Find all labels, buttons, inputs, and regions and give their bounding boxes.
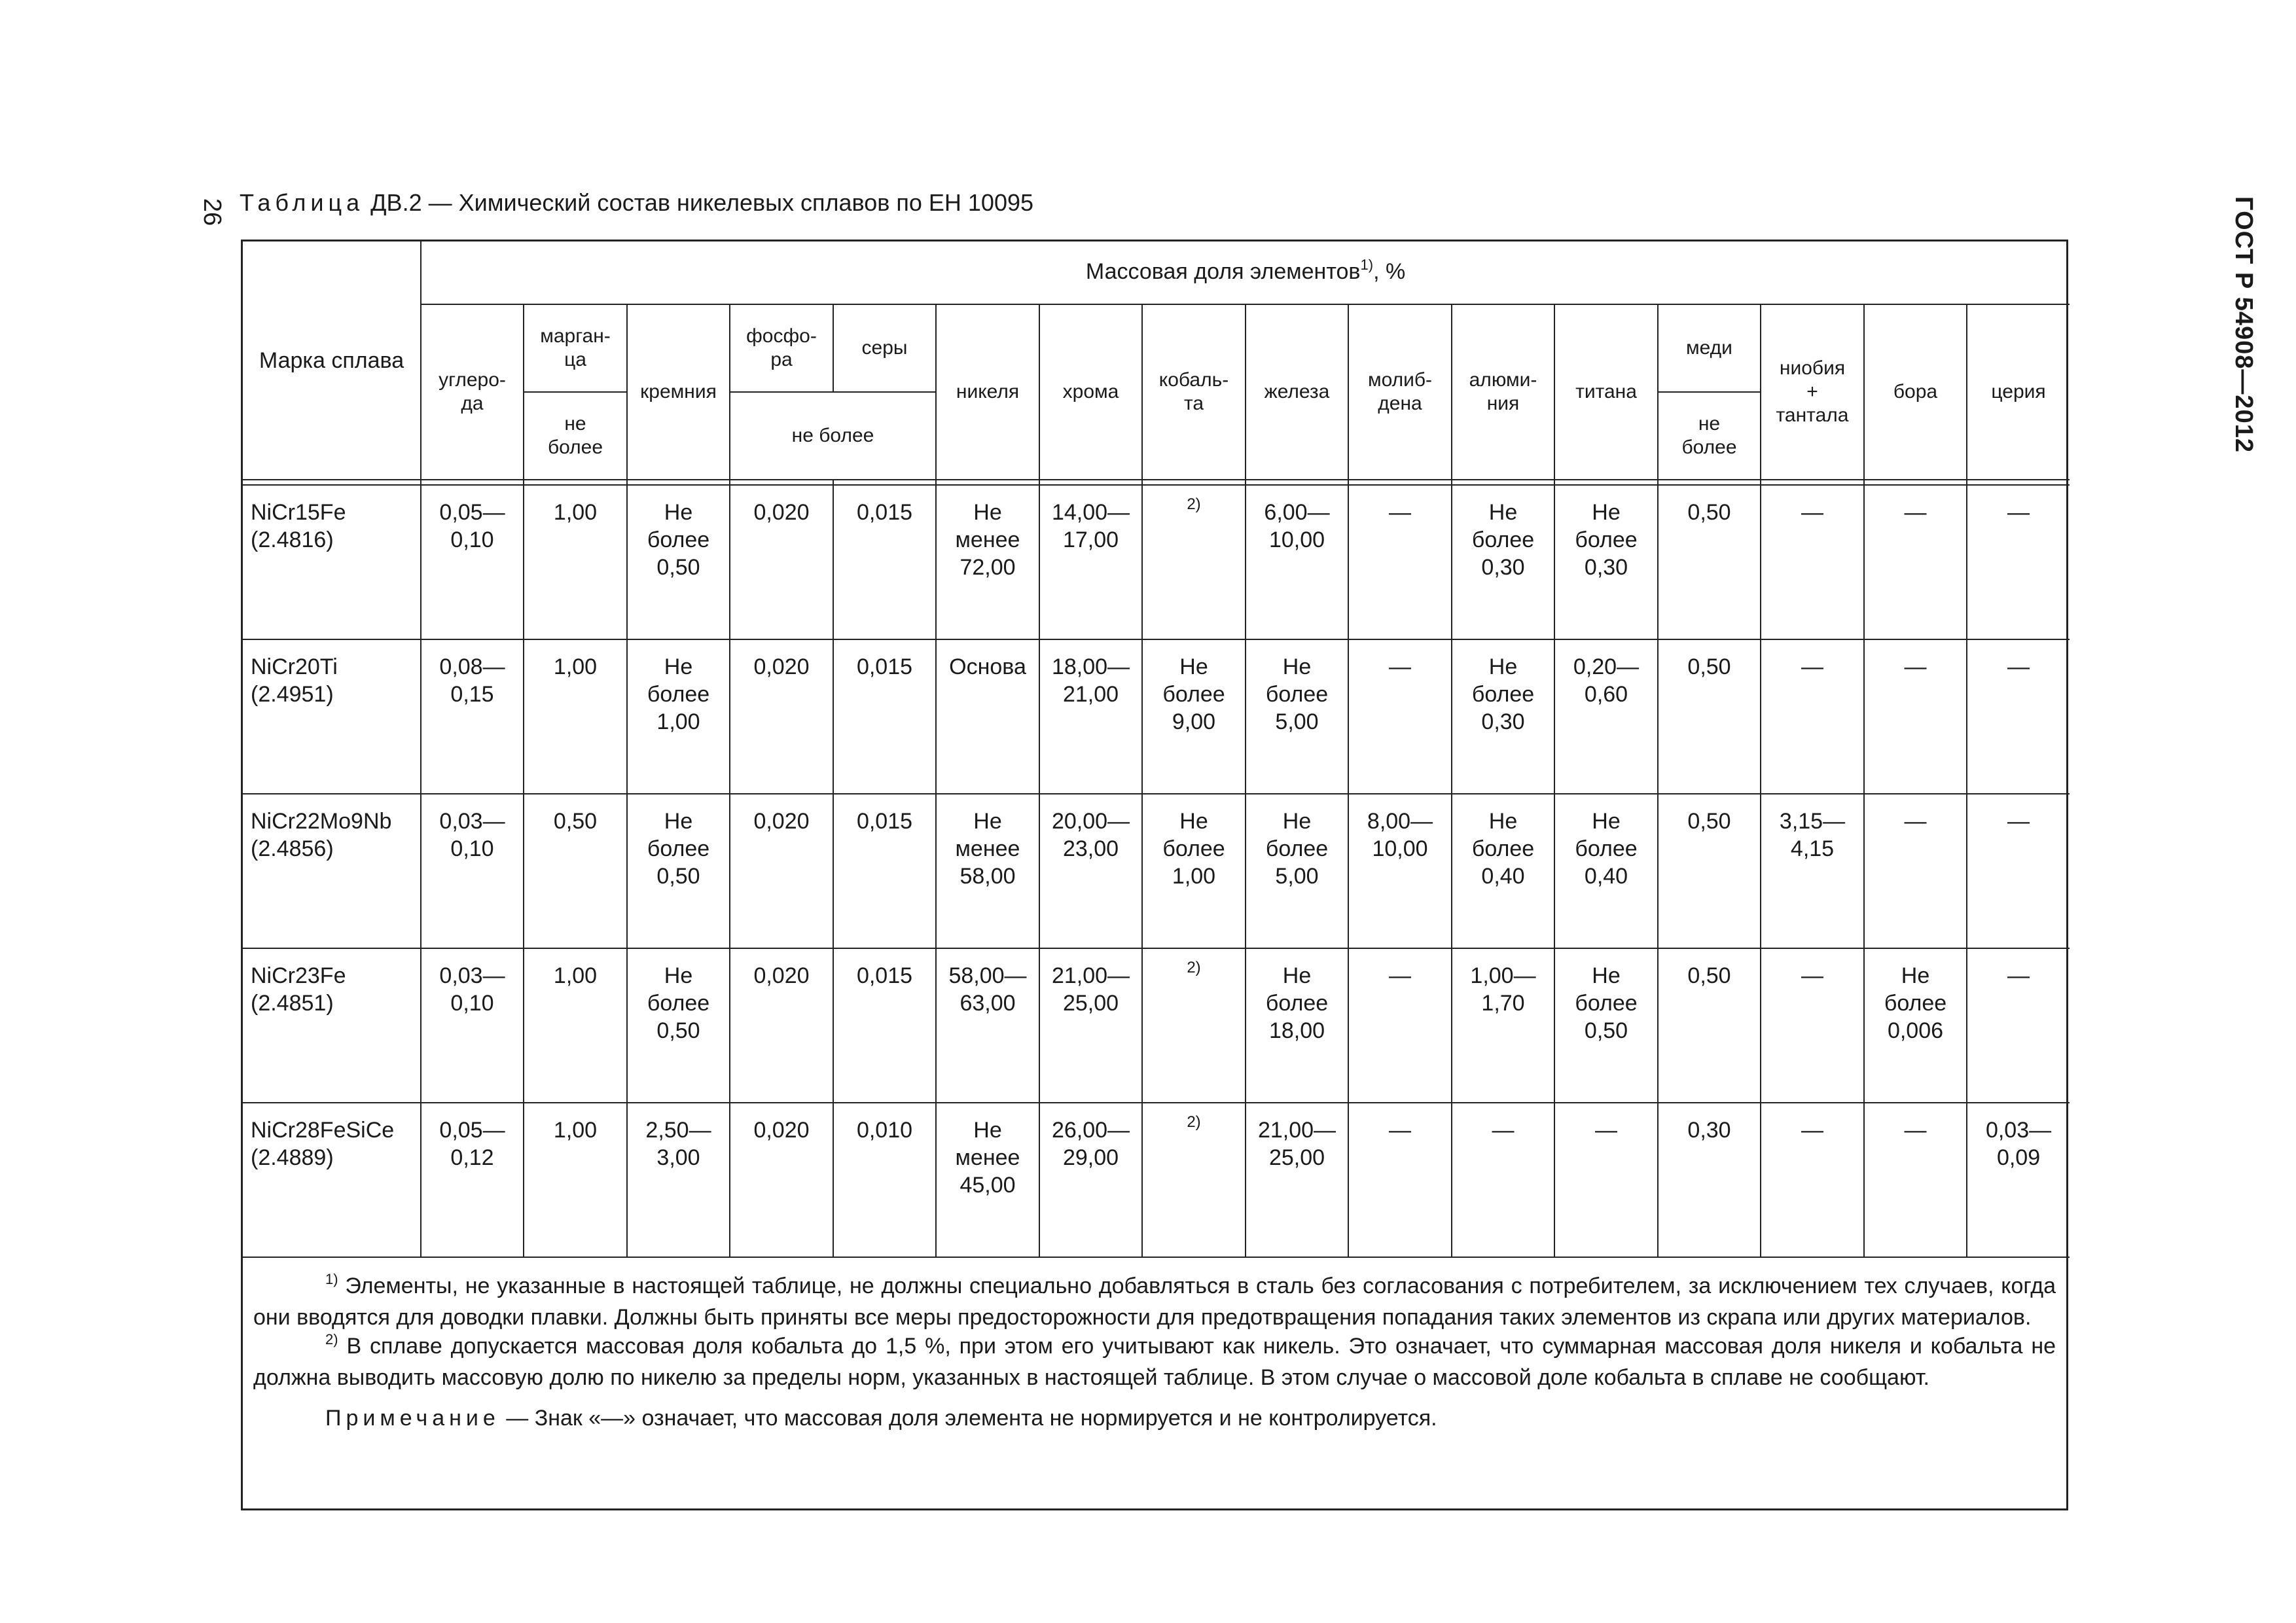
cell-niobium-tantalum: — — [1761, 1103, 1864, 1257]
footnote-1-mark: 1) — [325, 1271, 338, 1287]
header-grade-label: Марка сплава — [259, 348, 404, 373]
header-chromium: хрома — [1039, 304, 1142, 480]
footnote-2-text: В сплаве допускается массовая доля кобальта до 1,5 %, при этом его учитывают как никель. Это означает, что суммарная массовая доля никеля и кобальта не должна выводить массовую долю по никелю за пределы норм, указанных в настоящей таблице. В этом случае о массовой доле кобальта в сплаве не сообщают. — [253, 1334, 2056, 1390]
header-separator — [243, 480, 2070, 485]
cell-cerium: — — [1967, 948, 2070, 1103]
cell-molybdenum: — — [1348, 485, 1452, 639]
cell-cobalt: Не более 9,00 — [1142, 639, 1246, 794]
cell-copper: 0,50 — [1658, 639, 1761, 794]
cell-grade: NiCr15Fe (2.4816) — [243, 485, 421, 639]
cell-copper: 0,50 — [1658, 794, 1761, 948]
header-nickel: никеля — [936, 304, 1039, 480]
header-manganese-limit: не более — [524, 392, 627, 480]
cell-copper: 0,50 — [1658, 948, 1761, 1103]
cell-boron: — — [1864, 794, 1967, 948]
header-niobium-tantalum: ниобия + тантала — [1761, 304, 1864, 480]
cell-phosphorus: 0,020 — [730, 794, 833, 948]
header-copper: меди — [1658, 304, 1761, 392]
cell-grade: NiCr23Fe (2.4851) — [243, 948, 421, 1103]
cell-silicon: Не более 0,50 — [627, 794, 730, 948]
table-row — [243, 1103, 2070, 1257]
cell-carbon: 0,08— 0,15 — [421, 639, 524, 794]
document-code: ГОСТ Р 54908—2012 — [2230, 196, 2257, 453]
cell-iron: Не более 5,00 — [1246, 639, 1348, 794]
cell-nickel: Основа — [936, 639, 1039, 794]
footnote-2-mark: 2) — [325, 1331, 338, 1347]
mass-fraction-label: Массовая доля элементов — [1085, 259, 1361, 284]
cell-titanium: Не более 0,40 — [1554, 794, 1658, 948]
footnote-2 — [253, 1332, 2056, 1392]
cell-boron: — — [1864, 485, 1967, 639]
table-row — [243, 485, 2070, 639]
cell-titanium: Не более 0,50 — [1554, 948, 1658, 1103]
table-row — [243, 948, 2070, 1103]
cell-cobalt: 2) — [1142, 485, 1246, 639]
header-ps-limit: не более — [730, 392, 936, 480]
cell-phosphorus: 0,020 — [730, 1103, 833, 1257]
table-remark — [253, 1404, 2056, 1433]
cell-chromium: 21,00— 25,00 — [1039, 948, 1142, 1103]
cell-aluminium: Не более 0,30 — [1452, 485, 1554, 639]
cell-cerium: — — [1967, 639, 2070, 794]
cell-cobalt: 2) — [1142, 1103, 1246, 1257]
cell-molybdenum: — — [1348, 639, 1452, 794]
header-aluminium: алюми- ния — [1452, 304, 1554, 480]
cell-phosphorus: 0,020 — [730, 639, 833, 794]
cell-nickel: Не менее 72,00 — [936, 485, 1039, 639]
cell-cerium: — — [1967, 485, 2070, 639]
cell-carbon: 0,05— 0,10 — [421, 485, 524, 639]
cell-aluminium: 1,00— 1,70 — [1452, 948, 1554, 1103]
cell-nickel: 58,00— 63,00 — [936, 948, 1039, 1103]
cell-iron: 6,00— 10,00 — [1246, 485, 1348, 639]
cell-cobalt: Не более 1,00 — [1142, 794, 1246, 948]
cell-manganese: 1,00 — [524, 1103, 627, 1257]
cell-iron: 21,00— 25,00 — [1246, 1103, 1348, 1257]
cell-sulfur: 0,015 — [833, 794, 936, 948]
cell-chromium: 14,00— 17,00 — [1039, 485, 1142, 639]
cell-boron: Не более 0,006 — [1864, 948, 1967, 1103]
cell-sulfur: 0,015 — [833, 485, 936, 639]
cell-manganese: 1,00 — [524, 639, 627, 794]
cell-carbon: 0,05— 0,12 — [421, 1103, 524, 1257]
cell-molybdenum: 8,00— 10,00 — [1348, 794, 1452, 948]
cell-molybdenum: — — [1348, 1103, 1452, 1257]
cell-chromium: 26,00— 29,00 — [1039, 1103, 1142, 1257]
header-carbon: углеро- да — [421, 304, 524, 480]
header-titanium: титана — [1554, 304, 1658, 480]
header-grade — [243, 241, 421, 480]
header-copper-limit: не более — [1658, 392, 1761, 480]
table-row — [243, 794, 2070, 948]
footnote-1 — [253, 1272, 2056, 1332]
cell-grade: NiCr20Ti (2.4951) — [243, 639, 421, 794]
table-row — [243, 639, 2070, 794]
cell-iron: Не более 18,00 — [1246, 948, 1348, 1103]
cell-grade: NiCr22Mo9Nb (2.4856) — [243, 794, 421, 948]
remark-label: Примечание — [325, 1406, 500, 1431]
cell-sulfur: 0,015 — [833, 948, 936, 1103]
cell-aluminium: — — [1452, 1103, 1554, 1257]
cell-chromium: 18,00— 21,00 — [1039, 639, 1142, 794]
cell-silicon: Не более 0,50 — [627, 485, 730, 639]
header-sulfur: серы — [833, 304, 936, 392]
header-molybdenum: молиб- дена — [1348, 304, 1452, 480]
cell-sulfur: 0,010 — [833, 1103, 936, 1257]
table-frame — [241, 240, 2068, 1510]
cell-nickel: Не менее 58,00 — [936, 794, 1039, 948]
cell-niobium-tantalum: 3,15— 4,15 — [1761, 794, 1864, 948]
cell-boron: — — [1864, 1103, 1967, 1257]
table-notes — [253, 1272, 2056, 1433]
cell-titanium: 0,20— 0,60 — [1554, 639, 1658, 794]
cell-iron: Не более 5,00 — [1246, 794, 1348, 948]
footnote-1-text: Элементы, не указанные в настоящей таблице, не должны специально добавляться в сталь без согласования с потребителем, за исключением тех случаев, когда они вводятся для доводки плавки. Должны быть приняты все меры предосторожности для предотвращения попадания таких элементов из скрапа или других материалов. — [253, 1274, 2056, 1330]
cell-molybdenum: — — [1348, 948, 1452, 1103]
cell-cerium: 0,03— 0,09 — [1967, 1103, 2070, 1257]
cell-phosphorus: 0,020 — [730, 948, 833, 1103]
cell-aluminium: Не более 0,40 — [1452, 794, 1554, 948]
mass-fraction-footnote-mark: 1) — [1360, 256, 1374, 273]
caption-text: ДВ.2 — Химический состав никелевых сплавов по ЕН 10095 — [370, 189, 1034, 216]
cell-silicon: Не более 0,50 — [627, 948, 730, 1103]
cell-carbon: 0,03— 0,10 — [421, 948, 524, 1103]
header-cobalt: кобаль- та — [1142, 304, 1246, 480]
cell-chromium: 20,00— 23,00 — [1039, 794, 1142, 948]
composition-table — [243, 241, 2070, 1258]
header-mass-fraction — [421, 241, 2070, 304]
caption-label: Таблица — [240, 189, 365, 216]
cell-sulfur: 0,015 — [833, 639, 936, 794]
mass-fraction-unit: , % — [1373, 259, 1406, 284]
cell-niobium-tantalum: — — [1761, 639, 1864, 794]
cell-manganese: 0,50 — [524, 794, 627, 948]
table-caption — [240, 188, 1033, 217]
cell-silicon: 2,50— 3,00 — [627, 1103, 730, 1257]
cell-nickel: Не менее 45,00 — [936, 1103, 1039, 1257]
cell-carbon: 0,03— 0,10 — [421, 794, 524, 948]
cell-copper: 0,30 — [1658, 1103, 1761, 1257]
page-number: 26 — [198, 198, 226, 226]
cell-manganese: 1,00 — [524, 485, 627, 639]
cell-cerium: — — [1967, 794, 2070, 948]
cell-niobium-tantalum: — — [1761, 485, 1864, 639]
cell-manganese: 1,00 — [524, 948, 627, 1103]
header-boron: бора — [1864, 304, 1967, 480]
cell-cobalt: 2) — [1142, 948, 1246, 1103]
cell-grade: NiCr28FeSiCe (2.4889) — [243, 1103, 421, 1257]
cell-silicon: Не более 1,00 — [627, 639, 730, 794]
header-iron: железа — [1246, 304, 1348, 480]
cell-copper: 0,50 — [1658, 485, 1761, 639]
header-silicon: кремния — [627, 304, 730, 480]
cell-titanium: Не более 0,30 — [1554, 485, 1658, 639]
header-cerium: церия — [1967, 304, 2070, 480]
header-manganese: марган- ца — [524, 304, 627, 392]
cell-aluminium: Не более 0,30 — [1452, 639, 1554, 794]
cell-boron: — — [1864, 639, 1967, 794]
header-phosphorus: фосфо- ра — [730, 304, 833, 392]
remark-text: — Знак «—» означает, что массовая доля элемента не нормируется и не контролируется. — [506, 1406, 1437, 1431]
cell-niobium-tantalum: — — [1761, 948, 1864, 1103]
cell-phosphorus: 0,020 — [730, 485, 833, 639]
cell-titanium: — — [1554, 1103, 1658, 1257]
